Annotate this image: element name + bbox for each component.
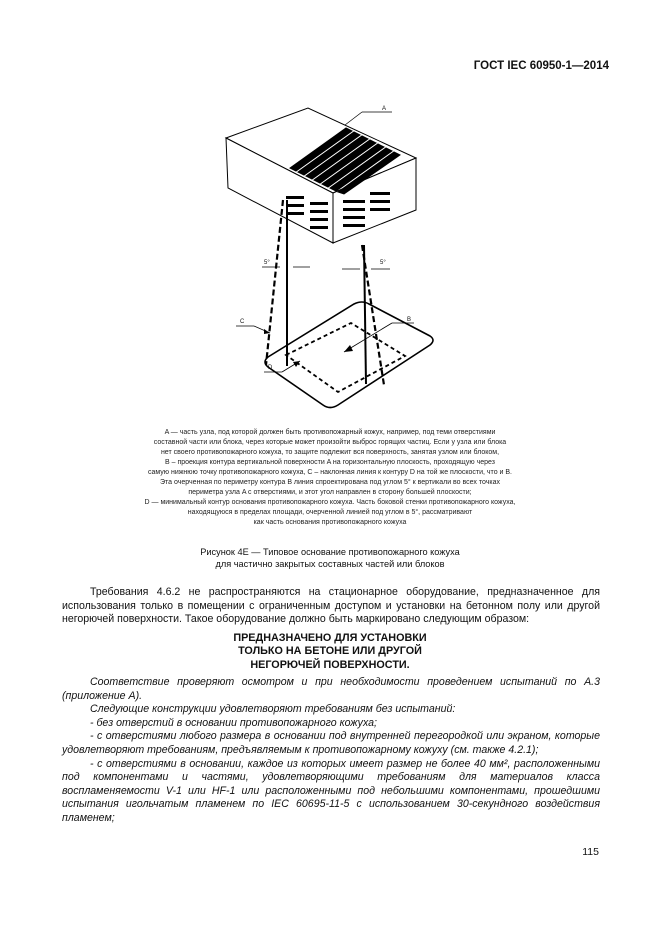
list-item-1: - без отверстий в основании противопожарного кожуха;: [90, 716, 377, 729]
marking-notice: [150, 632, 510, 672]
legend-line: периметра узла A с отверстиями, и этот угол направлен в сторону большей плоскости;: [188, 489, 472, 496]
compliance-paragraph: Соответствие проверяют осмотром и при необходимости проведением испытаний по А.3 (приложение А).: [62, 676, 600, 702]
legend-line: самую нижнюю точку противопожарного кожуха, C – наклонная линия к контуру D на той же плоскости, что и B.: [147, 469, 512, 476]
list-item-3: - с отверстиями в основании, каждое из которых имеет размер не более 40 мм², расположенными под компонентами и частями, удовлетворяющими требованиям для материалов класса воспламеняемости V-1 или HF-1 или расположенными под небольшими компонентами, прошедшими испытания игольчатым пламенем по IEC 60695-11-5 с использованием 30-секундного воздействия пламенем;: [62, 757, 600, 824]
base-contour-b: [286, 323, 405, 392]
page-number: 115: [582, 846, 599, 858]
legend-line: A — часть узла, под которой должен быть противопожарный кожух, например, под теми отверстиями: [164, 429, 496, 436]
label-angle-left: 5°: [264, 260, 270, 266]
paragraph-requirements: Требования 4.6.2 не распространяются на стационарное оборудование, предназначенное для использования только в помещении с ограниченным доступом и установки на бетонном полу или другой негорючей поверхности. Такое оборудование должно быть маркировано следующим образом:: [62, 586, 600, 626]
figure-legend: [80, 428, 580, 528]
constructions-intro: Следующие конструкции удовлетворяют требованиям без испытаний:: [90, 703, 456, 716]
legend-line: находящуюся в пределах площади, очерченной линией под углом в 5°, рассматривают: [187, 509, 473, 516]
legend-line: нет своего противопожарного кожуха, то защите подлежит вся поверхность, занятая узлом или блоком,: [160, 449, 500, 456]
label-a: A: [382, 106, 387, 112]
label-c: C: [240, 319, 245, 325]
legend-line: составной части или блока, через которые может произойти выброс горящих частиц. Если у узла или блока: [153, 439, 507, 446]
compliance-text: [62, 676, 600, 826]
legend-line: Эта очерченная по периметру контура B линия спроектирована под углом 5° к вертикали во всех точках: [160, 479, 500, 486]
standard-header: ГОСТ IEC 60950-1—2014: [473, 60, 609, 72]
notice-line-2: ТОЛЬКО НА БЕТОНЕ ИЛИ ДРУГОЙ: [238, 645, 422, 658]
figure-caption: [100, 546, 560, 570]
legend-line: как часть основания противопожарного кожуха: [253, 519, 407, 526]
caption-line-1: Рисунок 4E — Типовое основание противопожарного кожуха: [200, 547, 460, 557]
legend-line: B – проекция контура вертикальной поверхности A на горизонтальную плоскость, проходящую через: [165, 459, 495, 466]
caption-line-2: для частично закрытых составных частей или блоков: [215, 559, 445, 569]
label-b: B: [407, 317, 412, 323]
notice-line-3: НЕГОРЮЧЕЙ ПОВЕРХНОСТИ.: [250, 658, 410, 671]
list-item-2: - с отверстиями любого размера в основании под внутренней перегородкой или экраном, которые удовлетворяют требованиям, предъявляемым к противопожарному кожуху (см. также 4.2.1);: [62, 730, 600, 756]
label-d: D: [268, 365, 273, 371]
notice-line-1: ПРЕДНАЗНАЧЕНО ДЛЯ УСТАНОВКИ: [233, 632, 427, 644]
legend-line: D — минимальный контур основания противопожарного кожуха. Часть боковой стенки противопожарного кожуха,: [144, 499, 516, 506]
label-angle-right: 5°: [380, 260, 386, 266]
